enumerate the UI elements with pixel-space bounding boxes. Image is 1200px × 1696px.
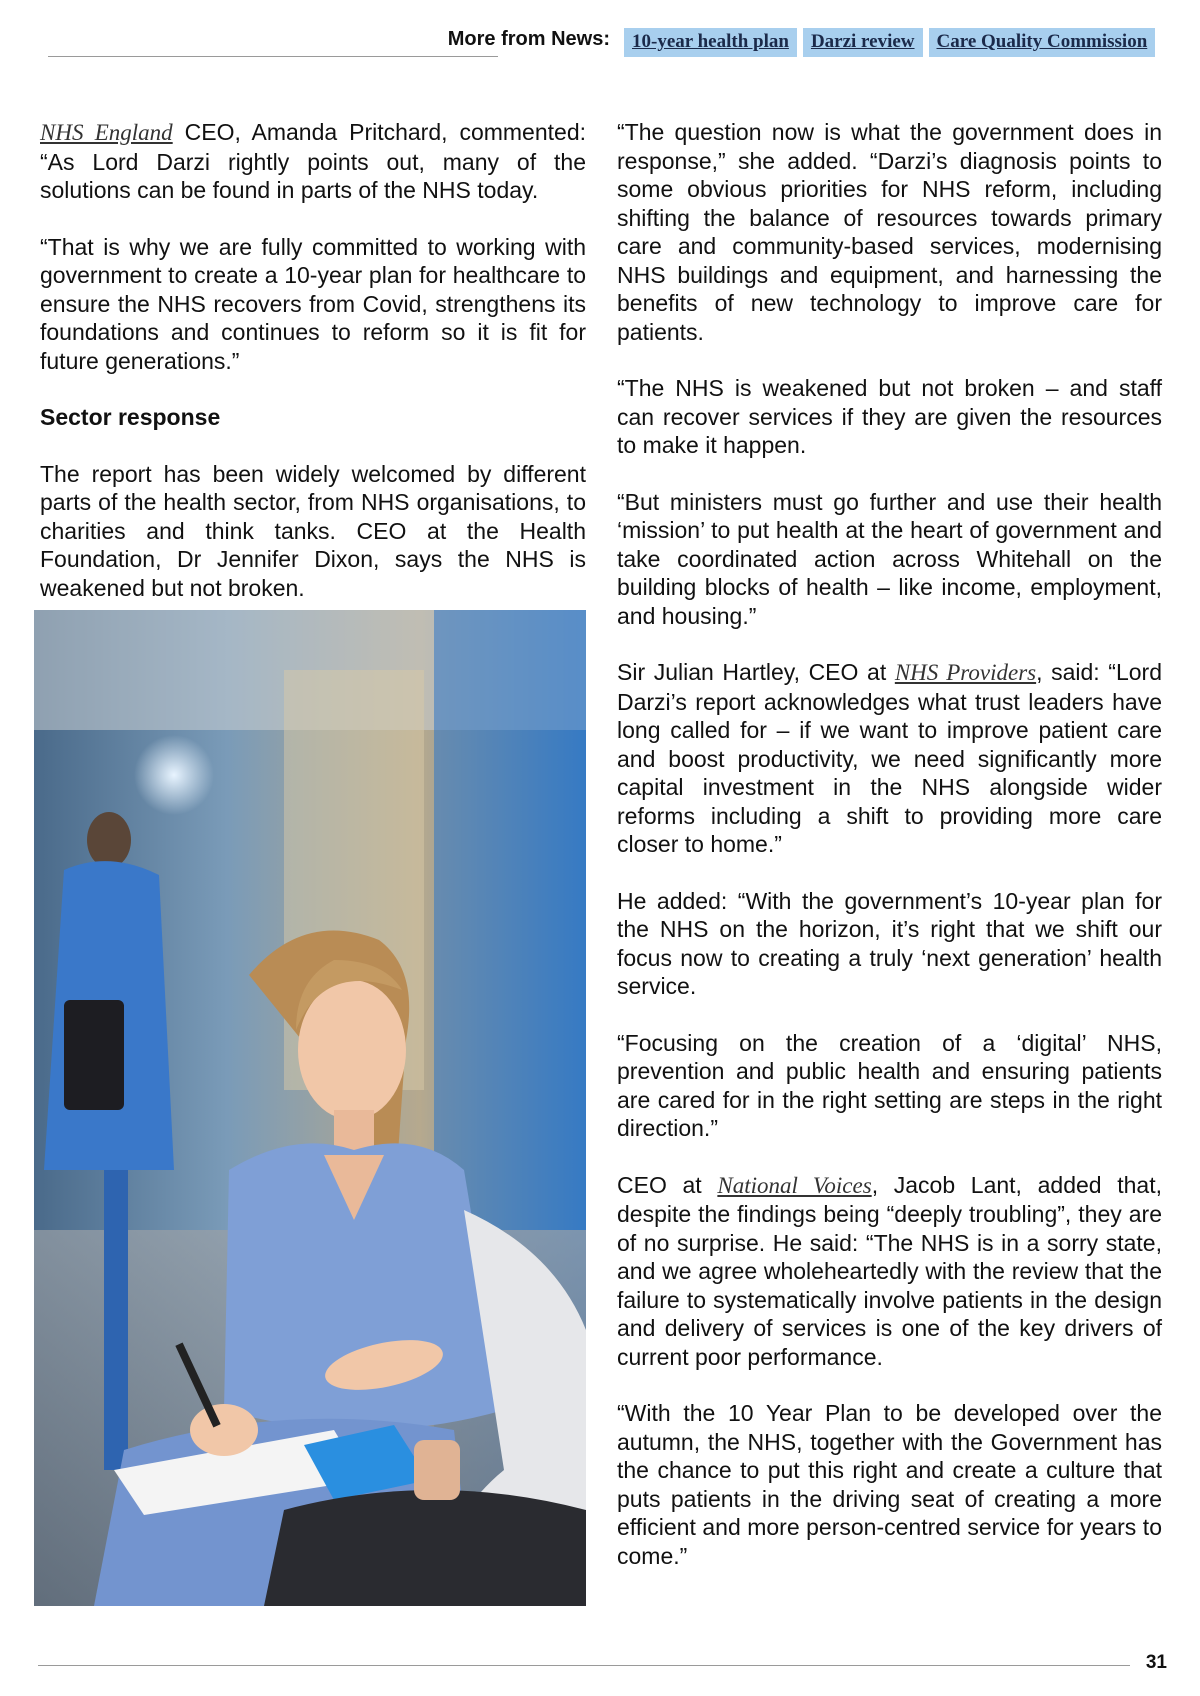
tag-10-year-health-plan[interactable]: 10-year health plan [624, 28, 797, 57]
paragraph: CEO at National Voices, Jacob Lant, added that, despite the findings being “deeply troubling”, they are of no surprise. He said: “The NHS is in a sorry state, and we agree wholeheartedly with the review that the failure to systematically involve patients in the design and delivery of services is one of the key drivers of current poor performance. [617, 1171, 1162, 1370]
article-photo [34, 610, 586, 1606]
paragraph: He added: “With the government’s 10-year plan for the NHS on the horizon, it’s right that we shift our focus now to creating a truly ‘next generation’ health service. [617, 887, 1162, 999]
news-tags [624, 28, 1155, 57]
footer-divider [38, 1665, 1130, 1666]
nhs-england-link[interactable]: NHS England [40, 120, 173, 145]
paragraph: “But ministers must go further and use their health ‘mission’ to put health at the heart of government and take coordinated action across Whitehall on the building blocks of health – like income, employment, and housing.” [617, 488, 1162, 629]
left-column [40, 118, 586, 630]
section-heading: Sector response [40, 404, 221, 430]
national-voices-link[interactable]: National Voices [717, 1172, 872, 1198]
more-from-news-bar [48, 24, 1190, 56]
paragraph: “That is why we are fully committed to working with government to create a 10-year plan for healthcare to ensure the NHS recovers from Covid, strengthens its foundations and continues to reform so it is fit for future generations.” [40, 233, 586, 374]
nhs-providers-link[interactable]: NHS Providers [894, 660, 1037, 685]
more-from-news-label: More from News: [447, 28, 610, 50]
paragraph: “The question now is what the government does in response,” she added. “Darzi’s diagnosis points to some obvious priorities for NHS reform, including shifting the balance of resources towards primary care and community-based services, modernising NHS buildings and equipment, and harnessing the benefits of new technology to improve care for patients. [617, 119, 1162, 345]
right-column [617, 118, 1162, 1598]
tag-darzi-review[interactable]: Darzi review [803, 28, 923, 57]
paragraph: The report has been widely welcomed by different parts of the health sector, from NHS organisations, to charities and think tanks. CEO at the Health Foundation, Dr Jennifer Dixon, says the NHS is weakened but not broken. [40, 460, 586, 601]
header-divider [48, 56, 498, 57]
paragraph: Sir Julian Hartley, CEO at NHS Providers, said: “Lord Darzi’s report acknowledges what trust leaders have long called for – if we want to improve patient care and boost productivity, we need significantly more capital investment in the NHS alongside wider reforms including a shift to providing more care closer to home.” [617, 659, 1162, 857]
tag-care-quality-commission[interactable]: Care Quality Commission [929, 28, 1156, 57]
paragraph: NHS England CEO, Amanda Pritchard, commented: “As Lord Darzi rightly points out, many of the solutions can be found in parts of the NHS today. [40, 119, 587, 203]
paragraph: “With the 10 Year Plan to be developed over the autumn, the NHS, together with the Government has the chance to put this right and create a culture that puts patients in the driving seat of creating a more efficient and more person-centred service for years to come.” [617, 1400, 1162, 1569]
photo-nurse-illustration [34, 610, 586, 1606]
paragraph: “The NHS is weakened but not broken – and staff can recover services if they are given the resources to make it happen. [617, 375, 1162, 458]
page-number: 31 [1145, 1652, 1167, 1673]
paragraph: “Focusing on the creation of a ‘digital’ NHS, prevention and public health and ensuring patients are cared for in the right setting are steps in the right direction.” [617, 1029, 1162, 1141]
